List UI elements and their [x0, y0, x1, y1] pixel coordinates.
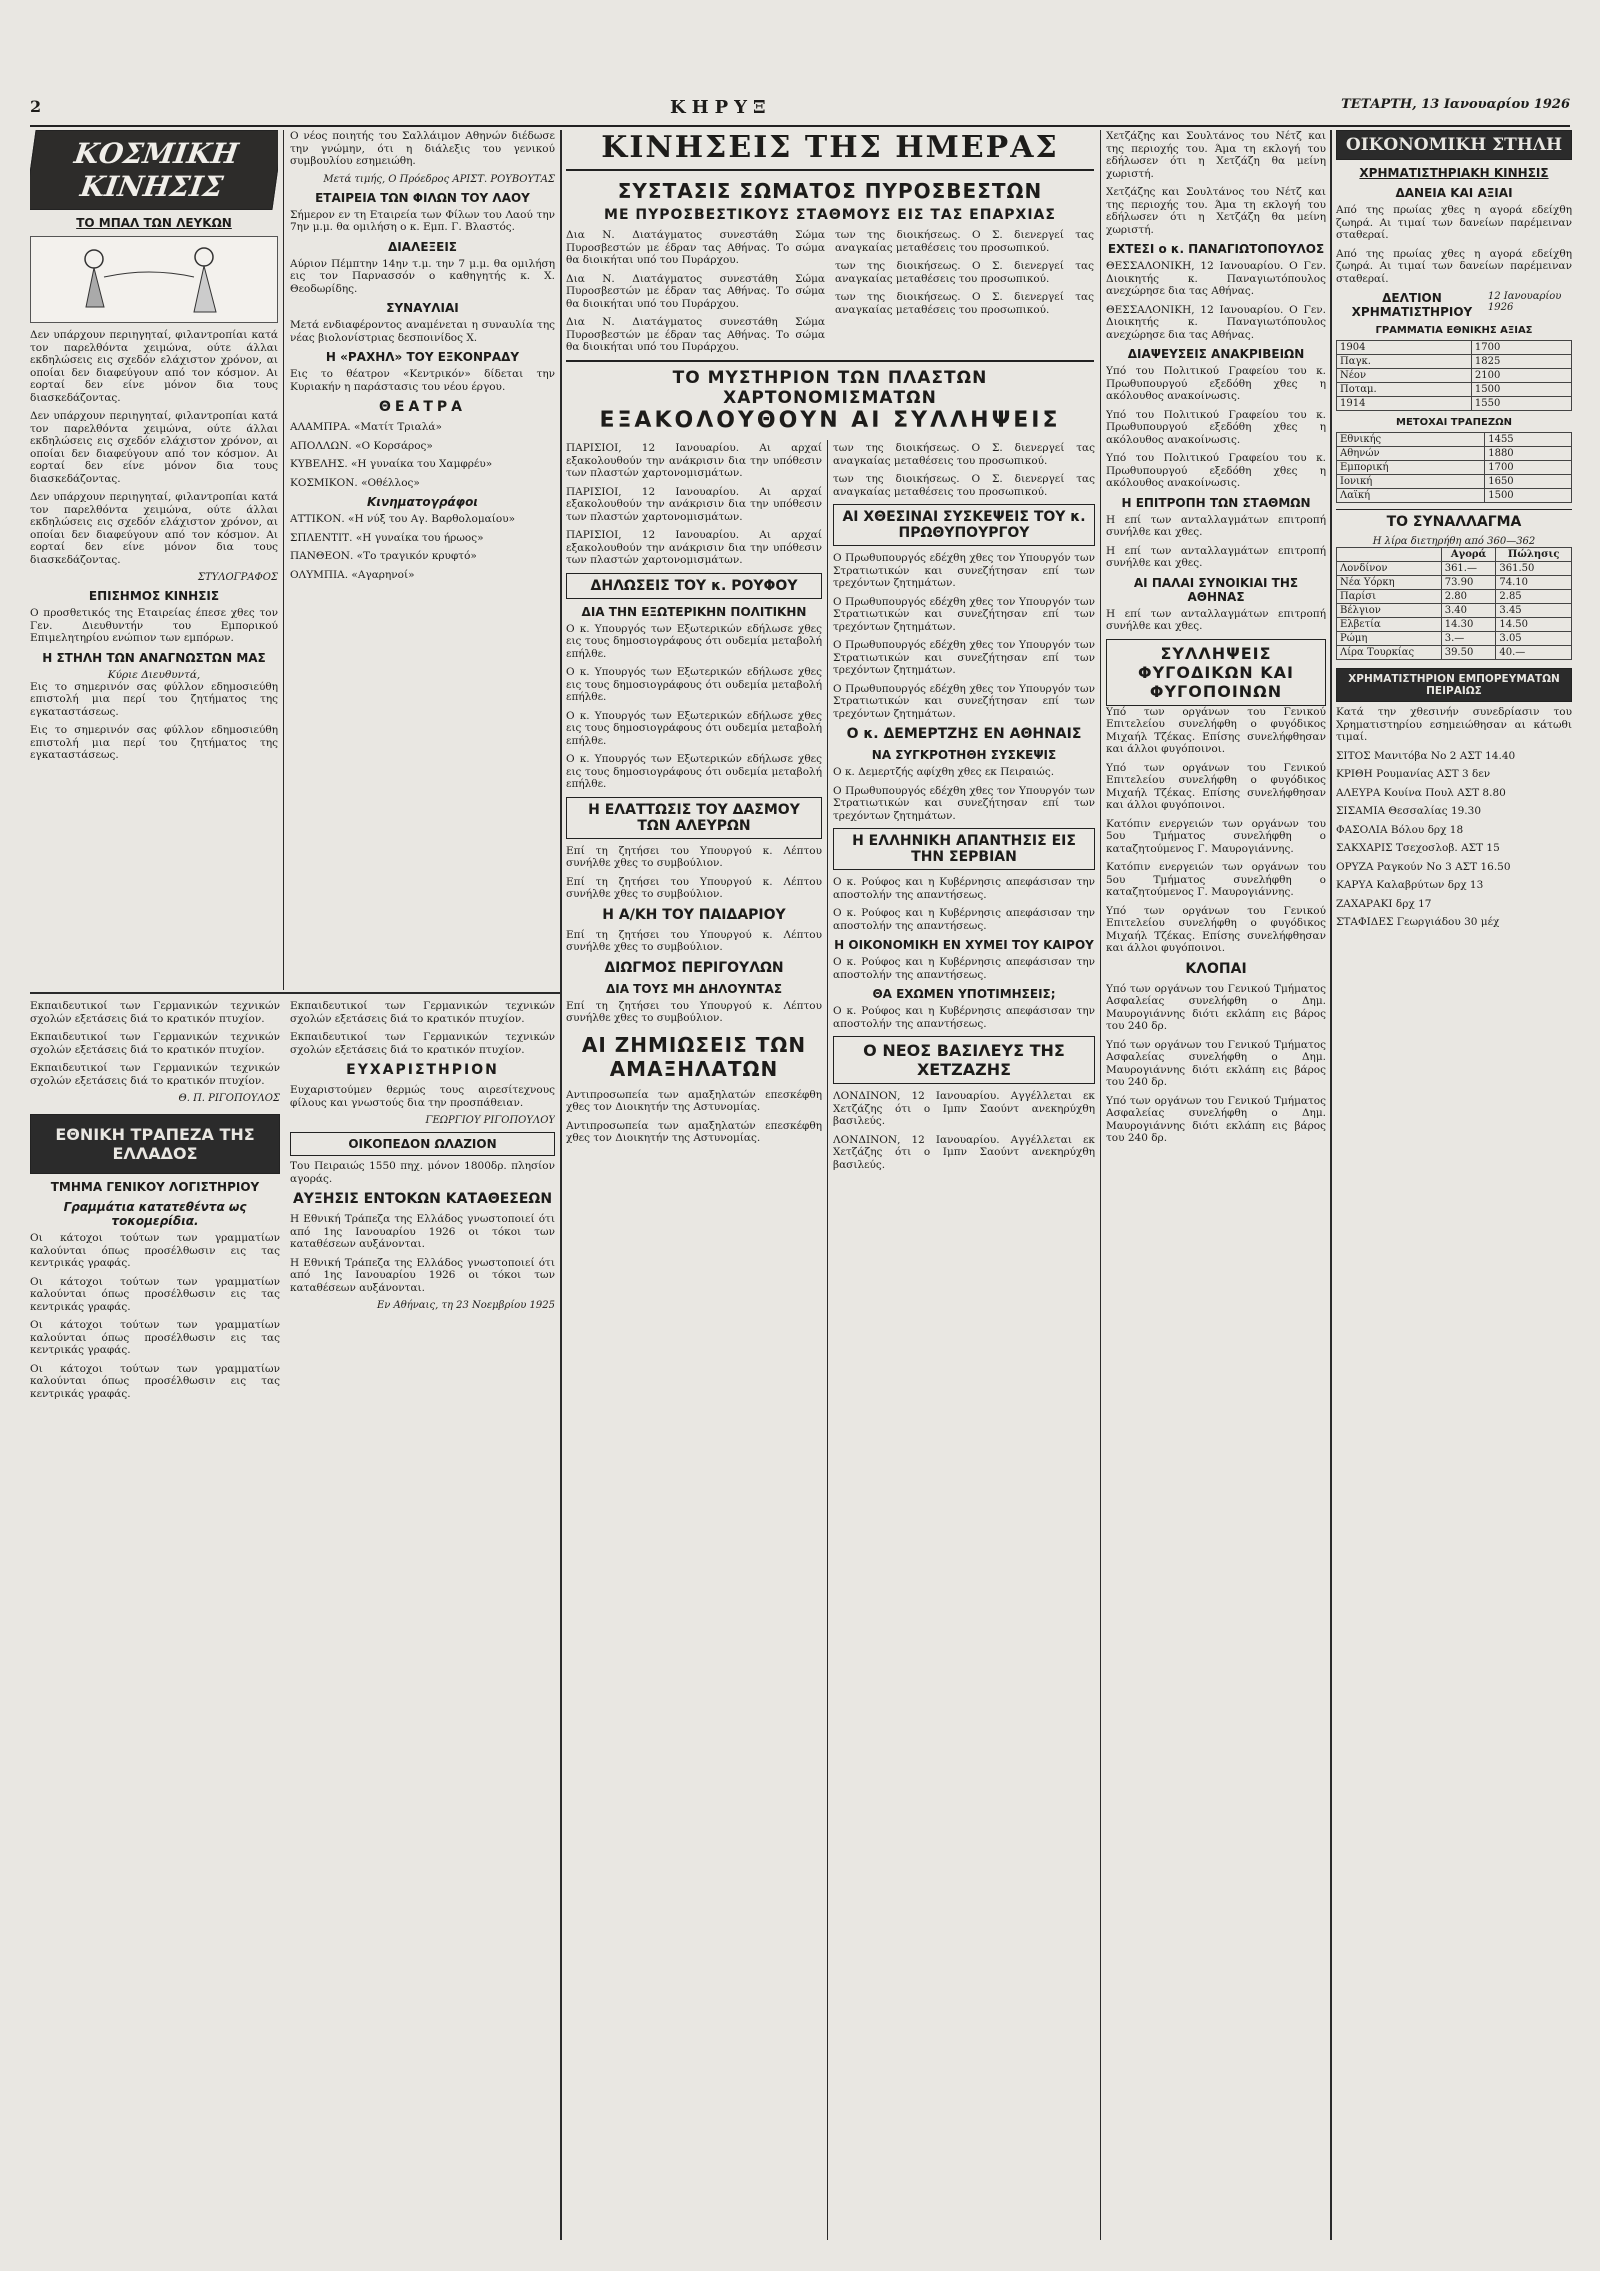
- article-body: Εις το σημερινόν σας φύλλον εδημοσιεύθη επιστολή μια περί του ζητήματος της εγκαταστάσεως.: [30, 680, 278, 718]
- article-body: Οι κάτοχοι τούτων των γραμματίων καλούνται όπως προσέλθωσιν εις τας κεντρικάς γραφάς.: [30, 1362, 280, 1400]
- article-signature: ΣΤΥΛΟΓΡΑΦΟΣ: [197, 572, 278, 583]
- article-columns: [566, 229, 1094, 360]
- buy-rate: 361.—: [1441, 562, 1496, 576]
- page-header: [30, 95, 1570, 127]
- buy-rate: 39.50: [1441, 646, 1496, 660]
- article-body: ΛΟΝΔΙΝΟΝ, 12 Ιανουαρίου. Αγγέλλεται εκ Χετζάζης ότι ο Ιμπν Σαούντ ανεκηρύχθη βασιλεύς.: [833, 1090, 1095, 1127]
- bond-price: 1700: [1471, 341, 1571, 355]
- buy-rate: 14.30: [1441, 618, 1496, 632]
- column-rule: [827, 440, 828, 2240]
- letter-salutation: Κύριε Διευθυντά,: [107, 668, 201, 681]
- table-header: [1337, 548, 1572, 562]
- column-rule: [1330, 130, 1332, 2240]
- section-title: Κινηματογράφοι: [367, 495, 478, 509]
- article-headline: ΑΙ ΠΑΛΑΙ ΣΥΝΟΙΚΙΑΙ ΤΗΣ ΑΘΗΝΑΣ: [1133, 575, 1299, 604]
- article-body: Εκπαιδευτικοί των Γερμανικών τεχνικών σχολών εξετάσεις διά το κρατικόν πτυχίον.: [30, 1000, 280, 1025]
- article-body: Ο Πρωθυπουργός εδέχθη χθες τον Υπουργόν των Στρατιωτικών και συνεζήτησαν επί των τρεχόντων ζητημάτων.: [833, 595, 1095, 633]
- article-body: Ο νέος ποιητής του Σαλλάιμον Αθηνών διέδωσε την γνώμην, ότι η διάλεξις του γενικού συμβουλίου εσημειώθη.: [290, 130, 555, 167]
- section-title: ΕΥΧΑΡΙΣΤΗΡΙΟΝ: [346, 1062, 499, 1078]
- article-headline: ΔΙΑΨΕΥΣΕΙΣ ΑΝΑΚΡΙΒΕΙΩΝ: [1127, 347, 1305, 361]
- column-header: Αγορά: [1441, 548, 1496, 562]
- section-title: ΔΙΑΛΕΞΕΙΣ: [388, 239, 457, 254]
- article-subheadline: ΔΙΑ ΤΗΝ ΕΞΩΤΕΡΙΚΗΝ ΠΟΛΙΤΙΚΗΝ: [581, 604, 807, 619]
- bonds-table: [1336, 340, 1572, 411]
- article-headline: Η ΕΛΑΤΤΩΣΙΣ ΤΟΥ ΔΑΣΜΟΥ ΤΩΝ ΑΛΕΥΡΩΝ: [566, 797, 822, 839]
- article-body: Ο Πρωθυπουργός εδέχθη χθες τον Υπουργόν των Στρατιωτικών και συνεζήτησαν επί των τρεχόντων ζητημάτων.: [833, 552, 1095, 589]
- article-body: των της διοικήσεως. Ο Σ. διενεργεί τας αναγκαίας μεταθέσεις του προσωπικού.: [835, 260, 1094, 285]
- article-body: Υπό του Πολιτικού Γραφείου του κ. Πρωθυπουργού εξεδόθη χθες η ακόλουθος ανακοίνωσις.: [1106, 408, 1326, 446]
- article-body: Μετά ενδιαφέροντος αναμένεται η συναυλία της νέας βιολονίστριας δεσποινίδος Χ.: [290, 319, 555, 344]
- article-headline: ΚΛΟΠΑΙ: [1185, 960, 1247, 977]
- table-row: [1337, 632, 1572, 646]
- article-body: ΘΕΣΣΑΛΟΝΙΚΗ, 12 Ιανουαρίου. Ο Γεν. Διοικητής κ. Παναγιωτόπουλος ανεχώρησε δια τας Αθήνας.: [1106, 303, 1326, 341]
- table-row: [1337, 433, 1572, 447]
- exchange-table: [1336, 547, 1572, 660]
- article-headline: ΔΗΛΩΣΕΙΣ ΤΟΥ κ. ΡΟΥΦΟΥ: [566, 573, 822, 599]
- article-body: ΠΑΡΙΣΙΟΙ, 12 Ιανουαρίου. Αι αρχαί εξακολουθούν την ανάκρισιν δια την υπόθεσιν των πλαστών χαρτονομισμάτων.: [566, 529, 822, 566]
- section-masthead: ΚΟΣΜΙΚΗ ΚΙΝΗΣΙΣ: [30, 130, 278, 210]
- commodity-price: ΣΑΚΧΑΡΙΣ Τσεχοσλοβ. ΑΣΤ 15: [1336, 842, 1500, 854]
- paper-name: ΚΗΡΥΞ: [670, 97, 772, 118]
- commodity-price: ΚΡΙΘΗ Ρουμανίας ΑΣΤ 3 δεν: [1336, 768, 1491, 780]
- article-subheadline: ΕΞΑΚΟΛΟΥΘΟΥΝ ΑΙ ΣΥΛΛΗΨΕΙΣ: [599, 407, 1061, 433]
- article-body: Εις το σημερινόν σας φύλλον εδημοσιεύθη επιστολή μια περί του ζητήματος της εγκαταστάσεως.: [30, 724, 278, 761]
- stock-name: Εμπορική: [1337, 461, 1485, 475]
- table-row: [1337, 397, 1572, 411]
- article-headline: Η ΕΛΛΗΝΙΚΗ ΑΠΑΝΤΗΣΙΣ ΕΙΣ ΤΗΝ ΣΕΡΒΙΑΝ: [833, 828, 1095, 870]
- column-rule: [1100, 130, 1101, 2240]
- article-body: Υπό των οργάνων του Γενικού Επιτελείου συνελήφθη ο φυγόδικος Μιχαήλ Τζέκας. Επίσης συνελήφθησαν και άλλοι φυγόποινοι.: [1106, 761, 1326, 811]
- article-body: Εκπαιδευτικοί των Γερμανικών τεχνικών σχολών εξετάσεις διά το κρατικόν πτυχίον.: [290, 1000, 555, 1025]
- bulletin-header: [1336, 291, 1572, 319]
- article-body: Ο κ. Ρούφος και η Κυβέρνησις απεφάσισαν την αποστολήν της απαντήσεως.: [833, 1005, 1095, 1030]
- article-body: Από της πρωίας χθες η αγορά εδείχθη ζωηρά. Αι τιμαί των δανείων παρέμειναν σταθεραί.: [1336, 204, 1572, 241]
- article-body: ΠΑΡΙΣΙΟΙ, 12 Ιανουαρίου. Αι αρχαί εξακολουθούν την ανάκρισιν δια την υπόθεσιν των πλαστών χαρτονομισμάτων.: [566, 485, 822, 523]
- buy-rate: 3.40: [1441, 604, 1496, 618]
- article-body: ΛΟΝΔΙΝΟΝ, 12 Ιανουαρίου. Αγγέλλεται εκ Χετζάζης ότι ο Ιμπν Σαούντ ανεκηρύχθη βασιλεύς.: [833, 1133, 1095, 1171]
- article-body: Κατόπιν ενεργειών των οργάνων του 5ου Τμήματος συνελήφθη ο καταζητούμενος Γ. Μαυρογιάννης.: [1106, 861, 1326, 898]
- bank-notice: [30, 1114, 280, 1174]
- article-body: Ο Πρωθυπουργός εδέχθη χθες τον Υπουργόν των Στρατιωτικών και συνεζήτησαν επί των τρεχόντων ζητημάτων.: [833, 784, 1095, 822]
- article-body: Ο Πρωθυπουργός εδέχθη χθες τον Υπουργόν των Στρατιωτικών και συνεζήτησαν επί των τρεχόντων ζητημάτων.: [833, 682, 1095, 720]
- article-body: Επί τη ζητήσει του Υπουργού κ. Λέπτου συνήλθε χθες το συμβούλιον.: [566, 875, 822, 900]
- buy-rate: 3.—: [1441, 632, 1496, 646]
- sell-rate: 14.50: [1496, 618, 1572, 632]
- article-signature: Εν Αθήναις, τη 23 Νοεμβρίου 1925: [376, 1300, 555, 1311]
- article-body: Οι κάτοχοι τούτων των γραμματίων καλούνται όπως προσέλθωσιν εις τας κεντρικάς γραφάς.: [30, 1275, 280, 1313]
- cinema-listing: ΑΤΤΙΚΟΝ. «Η νύξ του Αγ. Βαρθολομαίου»: [290, 513, 516, 525]
- article-body: Κατά την χθεσινήν συνεδρίασιν του Χρηματιστηρίου εσημειώθησαν αι κάτωθι τιμαί.: [1336, 706, 1572, 743]
- bank-notice-subtitle: Γραμμάτια κατατεθέντα ως τοκομερίδια.: [63, 1200, 247, 1228]
- table-row: [1337, 618, 1572, 632]
- section-title: ΕΤΑΙΡΕΙΑ ΤΩΝ ΦΙΛΩΝ ΤΟΥ ΛΑΟΥ: [315, 190, 530, 205]
- article-body: Η επί των ανταλλαγμάτων επιτροπή συνήλθε και χθες.: [1106, 544, 1326, 569]
- article-body: Υπό των οργάνων του Γενικού Τμήματος Ασφαλείας συνελήφθη ο Δημ. Μαυρογιάννης διότι εκλάπη εις βάρος του 240 δρ.: [1106, 982, 1326, 1032]
- article-subheadline: ΔΙΑ ΤΟΥΣ ΜΗ ΔΗΛΟΥΝΤΑΣ: [605, 981, 783, 996]
- column-rule: [283, 130, 284, 990]
- column-4: [833, 442, 1095, 2237]
- article-headline: Η ΟΙΚΟΝΟΜΙΚΗ ΕΝ ΧΥΜΕΙ ΤΟΥ ΚΑΙΡΟΥ: [834, 938, 1094, 952]
- column-rule: [560, 130, 562, 2240]
- article-headline: ΕΧΤΕΣΙ ο κ. ΠΑΝΑΓΙΩΤΟΠΟΥΛΟΣ: [1107, 242, 1325, 256]
- article-body: Επί τη ζητήσει του Υπουργού κ. Λέπτου συνήλθε χθες το συμβούλιον.: [566, 844, 822, 869]
- table-row: [1337, 576, 1572, 590]
- article-body: των της διοικήσεως. Ο Σ. διενεργεί τας αναγκαίας μεταθέσεις του προσωπικού.: [835, 229, 1094, 254]
- article-body: ΠΑΡΙΣΙΟΙ, 12 Ιανουαρίου. Αι αρχαί εξακολουθούν την ανάκρισιν δια την υπόθεσιν των πλαστών χαρτονομισμάτων.: [566, 442, 822, 479]
- article-body: των της διοικήσεως. Ο Σ. διενεργεί τας αναγκαίας μεταθέσεις του προσωπικού.: [833, 473, 1095, 498]
- article-body: Εκπαιδευτικοί των Γερμανικών τεχνικών σχολών εξετάσεις διά το κρατικόν πτυχίον.: [290, 1031, 555, 1056]
- section-title: Η «ΡΑΧΗΛ» ΤΟΥ ΕΞΚΟΝΡΑΔΥ: [325, 350, 520, 364]
- column-6-economic: [1336, 130, 1572, 2240]
- article-body: Χετζάζης και Σουλτάνος του Νέτζ και της περιοχής του. Άμα τη εκλογή του εδήλωσεν ότι η Χετζάζη θα μείνη χωριστή.: [1106, 186, 1326, 236]
- cinema-listing: ΟΛΥΜΠΙΑ. «Αγαρηνοί»: [290, 568, 415, 581]
- stock-name: Λαϊκή: [1337, 489, 1485, 503]
- bond-price: 2100: [1471, 369, 1571, 383]
- article-headline: ΣΥΛΛΗΨΕΙΣ ΦΥΓΟΔΙΚΩΝ ΚΑΙ ΦΥΓΟΠΟΙΝΩΝ: [1106, 639, 1326, 706]
- article-body: Από της πρωίας χθες η αγορά εδείχθη ζωηρά. Αι τιμαί των δανείων παρέμειναν σταθεραί.: [1336, 247, 1572, 285]
- table-row: [1337, 383, 1572, 397]
- section-title: Η ΣΤΗΛΗ ΤΩΝ ΑΝΑΓΝΩΣΤΩΝ ΜΑΣ: [42, 650, 266, 665]
- bulletin-date: 12 Ιανουαρίου 1926: [1487, 291, 1562, 313]
- dancers-illustration: [30, 236, 278, 323]
- commodity-price: ΖΑΧΑΡΑΚΙ δρχ 17: [1336, 897, 1432, 910]
- table-row: [1337, 646, 1572, 660]
- commodity-price: ΟΡΥΖΑ Ραγκούν Νο 3 ΑΣΤ 16.50: [1336, 860, 1511, 873]
- theatre-listing: ΚΟΣΜΙΚΟΝ. «Οθέλλος»: [290, 476, 420, 489]
- article-body: Ο κ. Δεμερτζής αφίχθη χθες εκ Πειραιώς.: [833, 766, 1055, 778]
- article-body: Η επί των ανταλλαγμάτων επιτροπή συνήλθε και χθες.: [1106, 607, 1326, 632]
- article-body: Δεν υπάρχουν περιηγηταί, φιλαντροπίαι κατά τον παρελθόντα χειμώνα, ούτε άλλαι εκδηλώσεις εις σχεδόν ελάχιστον χρόνον, αι οποίαι δεν διαφεύγουν από τον κόσμον. Αι εορταί δεν είνε μόνον δια τους διασκεδάζοντας.: [30, 491, 278, 566]
- article-body: Η Εθνική Τράπεζα της Ελλάδος γνωστοποιεί ότι από 1ης Ιανουαρίου 1926 οι τόκοι των καταθέσεων αυξάνονται.: [290, 1256, 555, 1294]
- article-body: Επί τη ζητήσει του Υπουργού κ. Λέπτου συνήλθε χθες το συμβούλιον.: [566, 999, 822, 1024]
- bond-name: Νέον: [1337, 369, 1472, 383]
- article-body: Η επί των ανταλλαγμάτων επιτροπή συνήλθε και χθες.: [1106, 513, 1326, 538]
- issue-date: ΤΕΤΑΡΤΗ, 13 Ιανουαρίου 1926: [1341, 97, 1570, 112]
- sell-rate: 361.50: [1496, 562, 1572, 576]
- article-headline: ΑΙ ΧΘΕΣΙΝΑΙ ΣΥΣΚΕΨΕΙΣ ΤΟΥ κ. ΠΡΩΘΥΠΟΥΡΓΟΥ: [833, 504, 1095, 546]
- stocks-table: [1336, 432, 1572, 503]
- section-title: ΑΥΞΗΣΙΣ ΕΝΤΟΚΩΝ ΚΑΤΑΘΕΣΕΩΝ: [292, 1191, 553, 1207]
- article-body: Ο Πρωθυπουργός εδέχθη χθες τον Υπουργόν των Στρατιωτικών και συνεζήτησαν επί των τρεχόντων ζητημάτων.: [833, 639, 1095, 676]
- article-body: Ο προσθετικός της Εταιρείας έπεσε χθες τον Γεν. Διευθυντήν του Εμπορικού Επιμελητηρίου ενώπιον των εμπόρων.: [30, 607, 278, 644]
- commodity-price: ΣΤΑΦΙΔΕΣ Γεωργιάδου 30 μέχ: [1336, 916, 1500, 928]
- article-headline: Ο ΝΕΟΣ ΒΑΣΙΛΕΥΣ ΤΗΣ ΧΕΤΖΑΖΗΣ: [833, 1036, 1095, 1084]
- section-title: ΣΥΝΑΥΛΙΑΙ: [386, 301, 459, 315]
- article-body: Ο κ. Υπουργός των Εξωτερικών εδήλωσε χθες εις τους δημοσιογράφους ότι ουδεμία μεταβολή επήλθε.: [566, 753, 822, 790]
- article-body: Ο κ. Υπουργός των Εξωτερικών εδήλωσε χθες εις τους δημοσιογράφους ότι ουδεμία μεταβολή επήλθε.: [566, 622, 822, 660]
- article-body: Κατόπιν ενεργειών των οργάνων του 5ου Τμήματος συνελήφθη ο καταζητούμενος Γ. Μαυρογιάννης.: [1106, 817, 1326, 855]
- article-body: ΘΕΣΣΑΛΟΝΙΚΗ, 12 Ιανουαρίου. Ο Γεν. Διοικητής κ. Παναγιωτόπουλος ανεχώρησε δια τας Αθήνας.: [1106, 260, 1326, 297]
- sell-rate: 3.05: [1496, 632, 1572, 646]
- bond-name: 1914: [1337, 397, 1472, 411]
- article-headline: ΑΙ ΖΗΜΙΩΣΕΙΣ ΤΩΝ ΑΜΑΞΗΛΑΤΩΝ: [581, 1032, 807, 1081]
- article-body: Υπό των οργάνων του Γενικού Επιτελείου συνελήφθη ο φυγόδικος Μιχαήλ Τζέκας. Επίσης συνελήφθησαν και άλλοι φυγόποινοι.: [1106, 904, 1326, 954]
- article-signature: ΓΕΩΡΓΙΟΥ ΡΙΓΟΠΟΥΛΟΥ: [425, 1115, 555, 1126]
- article-body: Ευχαριστούμεν θερμώς τους αιρεσίτεχνους φίλους και γνωστούς δια την προσπάθειαν.: [290, 1084, 555, 1109]
- article-body: Αντιπροσωπεία των αμαξηλατών επεσκέφθη χθες τον Διοικητήν της Αστυνομίας.: [566, 1088, 822, 1113]
- table-row: [1337, 355, 1572, 369]
- article-headline: Η Α/ΚΗ ΤΟΥ ΠΑΙΔΑΡΙΟΥ: [602, 906, 786, 923]
- article-body: Αντιπροσωπεία των αμαξηλατών επεσκέφθη χθες τον Διοικητήν της Αστυνομίας.: [566, 1119, 822, 1144]
- column-1-bottom: [30, 1000, 280, 2240]
- stock-name: Ιονική: [1337, 475, 1485, 489]
- stock-price: 1880: [1485, 447, 1572, 461]
- stock-price: 1650: [1485, 475, 1572, 489]
- article-body: Χετζάζης και Σουλτάνος του Νέτζ και της περιοχής του. Άμα τη εκλογή του εδήλωσεν ότι η Χετζάζη θα μείνη χωριστή.: [1106, 130, 1326, 180]
- sell-rate: 40.—: [1496, 646, 1572, 660]
- exchange-title: ΤΟ ΣΥΝΑΛΛΑΓΜΑ: [1336, 509, 1572, 530]
- commodity-price: ΚΑΡΥΑ Καλαβρύτων δρχ 13: [1336, 879, 1484, 891]
- table-row: [1337, 461, 1572, 475]
- article-body: Υπό των οργάνων του Γενικού Τμήματος Ασφαλείας συνελήφθη ο Δημ. Μαυρογιάννης διότι εκλάπη εις βάρος του 240 δρ.: [1106, 1094, 1326, 1144]
- article-body: Ο κ. Υπουργός των Εξωτερικών εδήλωσε χθες εις τους δημοσιογράφους ότι ουδεμία μεταβολή επήλθε.: [566, 666, 822, 703]
- article-body: Του Πειραιώς 1550 πηχ. μόνον 1800δρ. πλησίον αγοράς.: [290, 1160, 555, 1185]
- section-title: ΕΠΙΣΗΜΟΣ ΚΙΝΗΣΙΣ: [88, 589, 220, 603]
- bond-name: Παγκ.: [1337, 355, 1472, 369]
- article-body: Δια Ν. Διατάγματος συνεστάθη Σώμα Πυροσβεστών με έδραν τας Αθήνας. Το σώμα θα διοικήται υπό του Πυράρχου.: [566, 316, 825, 353]
- article-column: [566, 229, 825, 360]
- table-row: [1337, 369, 1572, 383]
- table-row: [1337, 475, 1572, 489]
- currency: Ελβετία: [1337, 618, 1442, 632]
- cinema-listing: ΣΠΛΕΝΤΙΤ. «Η γυναίκα του ήρωος»: [290, 531, 484, 544]
- buy-rate: 2.80: [1441, 590, 1496, 604]
- news-of-day-header: [566, 130, 1094, 435]
- stock-name: Εθνικής: [1337, 433, 1485, 447]
- section-rule: [30, 992, 560, 994]
- bank-title: ΕΘΝΙΚΗ ΤΡΑΠΕΖΑ ΤΗΣ ΕΛΛΑΔΟΣ: [55, 1125, 255, 1163]
- article-headline: ΣΥΣΤΑΣΙΣ ΣΩΜΑΤΟΣ ΠΥΡΟΣΒΕΣΤΩΝ: [617, 179, 1043, 203]
- article-body: των της διοικήσεως. Ο Σ. διενεργεί τας αναγκαίας μεταθέσεις του προσωπικού.: [835, 291, 1094, 316]
- article-body: Υπό των οργάνων του Γενικού Επιτελείου συνελήφθη ο φυγόδικος Μιχαήλ Τζέκας. Επίσης συνελήφθησαν και άλλοι φυγόποινοι.: [1106, 705, 1326, 755]
- article-body: Δεν υπάρχουν περιηγηταί, φιλαντροπίαι κατά τον παρελθόντα χειμώνα, ούτε άλλαι εκδηλώσεις εις σχεδόν ελάχιστον χρόνον, αι οποίαι δεν διαφεύγουν από τον κόσμον. Αι εορταί δεν είνε μόνον δια τους διασκεδάζοντας.: [30, 329, 278, 404]
- currency: Ρώμη: [1337, 632, 1442, 646]
- section-title: ΟΙΚΟΠΕΔΟΝ ΩΛΑΖΙΟΝ: [290, 1132, 555, 1156]
- article-body: Υπό του Πολιτικού Γραφείου του κ. Πρωθυπουργού εξεδόθη χθες η ακόλουθος ανακοίνωσις.: [1106, 365, 1326, 402]
- sell-rate: 74.10: [1496, 576, 1572, 590]
- section-title: ΧΡΗΜΑΤΙΣΤΗΡΙΑΚΗ ΚΙΝΗΣΙΣ: [1359, 166, 1549, 180]
- article-headline: ΘΑ ΕΧΩΜΕΝ ΥΠΟΤΙΜΗΣΕΙΣ;: [872, 987, 1056, 1001]
- article-body: Σήμερον εν τη Εταιρεία των Φίλων του Λαού την 7ην μ.μ. θα ομιλήση ο κ. Εμπ. Γ. Βλαστός.: [290, 208, 555, 233]
- bond-name: 1904: [1337, 341, 1472, 355]
- table-row: [1337, 341, 1572, 355]
- article-body: Επί τη ζητήσει του Υπουργού κ. Λέπτου συνήλθε χθες το συμβούλιον.: [566, 928, 822, 953]
- article-body: Οι κάτοχοι τούτων των γραμματίων καλούνται όπως προσέλθωσιν εις τας κεντρικάς γραφάς.: [30, 1319, 280, 1356]
- article-signature: Θ. Π. ΡΙΓΟΠΟΥΛΟΣ: [178, 1093, 280, 1104]
- column-2: [290, 130, 555, 988]
- article-body: Εις το θέατρον «Κεντρικόν» δίδεται την Κυριακήν η παράστασις του νέου έργου.: [290, 368, 555, 393]
- article-body: Ο κ. Ρούφος και η Κυβέρνησις απεφάσισαν την αποστολήν της απαντήσεως.: [833, 907, 1095, 932]
- buy-rate: 73.90: [1441, 576, 1496, 590]
- table-row: [1337, 447, 1572, 461]
- article-headline: ΤΟ ΜΠΑΛ ΤΩΝ ΛΕΥΚΩΝ: [76, 216, 232, 230]
- bond-name: Ποταμ.: [1337, 383, 1472, 397]
- article-headline: ΤΟ ΜΥΣΤΗΡΙΟΝ ΤΩΝ ΠΛΑΣΤΩΝ ΧΑΡΤΟΝΟΜΙΣΜΑΤΩΝ: [566, 360, 1094, 408]
- article-body: Εκπαιδευτικοί των Γερμανικών τεχνικών σχολών εξετάσεις διά το κρατικόν πτυχίον.: [30, 1062, 280, 1087]
- sell-rate: 3.45: [1496, 604, 1572, 618]
- article-signature: Μετά τιμής, Ο Πρόεδρος ΑΡΙΣΤ. ΡΟΥΒΟΥΤΑΣ: [323, 173, 555, 185]
- page-number: 2: [30, 97, 42, 116]
- column-5: [1106, 130, 1326, 2240]
- section-title: ΘΕΑΤΡΑ: [379, 399, 466, 415]
- currency: Λονδίνον: [1337, 562, 1442, 576]
- currency: Λίρα Τουρκίας: [1337, 646, 1442, 660]
- section-subtitle: ΔΑΝΕΙΑ ΚΑΙ ΑΞΙΑΙ: [1395, 186, 1513, 200]
- article-body: Ο κ. Υπουργός των Εξωτερικών εδήλωσε χθες εις τους δημοσιογράφους ότι ουδεμία μεταβολή επήλθε.: [566, 709, 822, 747]
- table-row: [1337, 604, 1572, 618]
- article-body: Υπό των οργάνων του Γενικού Τμήματος Ασφαλείας συνελήφθη ο Δημ. Μαυρογιάννης διότι εκλάπη εις βάρος του 240 δρ.: [1106, 1038, 1326, 1088]
- article-headline: Ο κ. ΔΕΜΕΡΤΖΗΣ ΕΝ ΑΘΗΝΑΙΣ: [846, 726, 1082, 742]
- bond-price: 1550: [1471, 397, 1571, 411]
- theatre-listing: ΚΥΒΕΛΗΣ. «Η γυναίκα του Χαμφρέυ»: [290, 458, 493, 470]
- currency: Νέα Υόρκη: [1337, 576, 1442, 590]
- currency: Βέλγιον: [1337, 604, 1442, 618]
- stock-price: 1500: [1485, 489, 1572, 503]
- article-body: Δια Ν. Διατάγματος συνεστάθη Σώμα Πυροσβεστών με έδραν τας Αθήνας. Το σώμα θα διοικήται υπό του Πυράρχου.: [566, 229, 825, 266]
- commodity-price: ΑΛΕΥΡΑ Κουίνα Πουλ ΑΣΤ 8.80: [1336, 786, 1506, 799]
- article-body: Ο κ. Ρούφος και η Κυβέρνησις απεφάσισαν την αποστολήν της απαντήσεως.: [833, 876, 1095, 901]
- article-body: Ο κ. Ρούφος και η Κυβέρνησις απεφάσισαν την αποστολήν της απαντήσεως.: [833, 956, 1095, 981]
- commodity-price: ΦΑΣΟΛΙΑ Βόλου δρχ 18: [1336, 823, 1464, 836]
- table-row: [1337, 489, 1572, 503]
- currency: Παρίσι: [1337, 590, 1442, 604]
- cinema-listing: ΠΑΝΘΕΟΝ. «Το τραγικόν κρυφτό»: [290, 550, 477, 562]
- sell-rate: 2.85: [1496, 590, 1572, 604]
- column-header: [1337, 548, 1442, 562]
- bond-price: 1825: [1471, 355, 1571, 369]
- article-column: [835, 229, 1094, 360]
- section-masthead: ΟΙΚΟΝΟΜΙΚΗ ΣΤΗΛΗ: [1336, 130, 1572, 160]
- article-body: Εκπαιδευτικοί των Γερμανικών τεχνικών σχολών εξετάσεις διά το κρατικόν πτυχίον.: [30, 1031, 280, 1056]
- stock-name: Αθηνών: [1337, 447, 1485, 461]
- column-1: [30, 130, 278, 988]
- stocks-title: ΜΕΤΟΧΑΙ ΤΡΑΠΕΖΩΝ: [1396, 417, 1512, 428]
- section-masthead: ΚΙΝΗΣΕΙΣ ΤΗΣ ΗΜΕΡΑΣ: [566, 130, 1094, 171]
- market-title: ΧΡΗΜΑΤΙΣΤΗΡΙΟΝ ΕΜΠΟΡΕΥΜΑΤΩΝ ΠΕΙΡΑΙΩΣ: [1336, 668, 1572, 702]
- theatre-listing: ΑΠΟΛΛΩΝ. «Ο Κορσάρος»: [290, 439, 433, 452]
- article-body: Οι κάτοχοι τούτων των γραμματίων καλούνται όπως προσέλθωσιν εις τας κεντρικάς γραφάς.: [30, 1232, 280, 1269]
- column-2-bottom: [290, 1000, 555, 2240]
- article-body: Δεν υπάρχουν περιηγηταί, φιλαντροπίαι κατά τον παρελθόντα χειμώνα, ούτε άλλαι εκδηλώσεις εις σχεδόν ελάχιστον χρόνον, αι οποίαι δεν διαφεύγουν από τον κόσμον. Αι εορταί δεν είνε μόνον δια τους διασκεδάζοντας.: [30, 410, 278, 485]
- bond-price: 1500: [1471, 383, 1571, 397]
- table-row: [1337, 590, 1572, 604]
- article-headline: Η ΕΠΙΤΡΟΠΗ ΤΩΝ ΣΤΑΘΜΩΝ: [1121, 495, 1311, 510]
- article-subheadline: ΝΑ ΣΥΓΚΡΟΤΗΘΗ ΣΥΣΚΕΨΙΣ: [871, 748, 1057, 762]
- article-body: Δια Ν. Διατάγματος συνεστάθη Σώμα Πυροσβεστών με έδραν τας Αθήνας. Το σώμα θα διοικήται υπό του Πυράρχου.: [566, 272, 825, 310]
- article-body: Η Εθνική Τράπεζα της Ελλάδος γνωστοποιεί ότι από 1ης Ιανουαρίου 1926 οι τόκοι των καταθέσεων αυξάνονται.: [290, 1213, 555, 1250]
- column-header: Πώλησις: [1496, 548, 1572, 562]
- article-headline: ΔΙΩΓΜΟΣ ΠΕΡΙΓΟΥΛΩΝ: [604, 959, 784, 976]
- table-row: [1337, 562, 1572, 576]
- stock-price: 1455: [1485, 433, 1572, 447]
- article-body: Αύριον Πέμπτην 14ην τ.μ. την 7 μ.μ. θα ομιλήση εις τον Παρνασσόν ο καθηγητής κ. Χ. Θεοδωρίδης.: [290, 257, 555, 295]
- bank-department: ΤΜΗΜΑ ΓΕΝΙΚΟΥ ΛΟΓΙΣΤΗΡΙΟΥ: [50, 1180, 260, 1194]
- exchange-note: Η λίρα διετηρήθη από 360—362: [1372, 536, 1536, 547]
- article-body: των της διοικήσεως. Ο Σ. διενεργεί τας αναγκαίας μεταθέσεις του προσωπικού.: [833, 442, 1095, 467]
- theatre-listing: ΑΛΑΜΠΡΑ. «Ματίτ Τριαλά»: [290, 421, 442, 433]
- stock-price: 1700: [1485, 461, 1572, 475]
- article-body: Υπό του Πολιτικού Γραφείου του κ. Πρωθυπουργού εξεδόθη χθες η ακόλουθος ανακοίνωσις.: [1106, 452, 1326, 489]
- commodity-price: ΣΙΣΑΜΙΑ Θεσσαλίας 19.30: [1336, 805, 1482, 817]
- commodity-price: ΣΙΤΟΣ Μανιτόβα Νο 2 ΑΣΤ 14.40: [1336, 749, 1516, 762]
- bulletin-title: ΔΕΛΤΙΟΝ ΧΡΗΜΑΤΙΣΤΗΡΙΟΥ: [1351, 291, 1473, 319]
- column-3: [566, 442, 822, 2237]
- article-subheadline: ΜΕ ΠΥΡΟΣΒΕΣΤΙΚΟΥΣ ΣΤΑΘΜΟΥΣ ΕΙΣ ΤΑΣ ΕΠΑΡΧΙΑΣ: [604, 207, 1056, 223]
- bulletin-subtitle: ΓΡΑΜΜΑΤΙΑ ΕΘΝΙΚΗΣ ΑΞΙΑΣ: [1375, 325, 1533, 336]
